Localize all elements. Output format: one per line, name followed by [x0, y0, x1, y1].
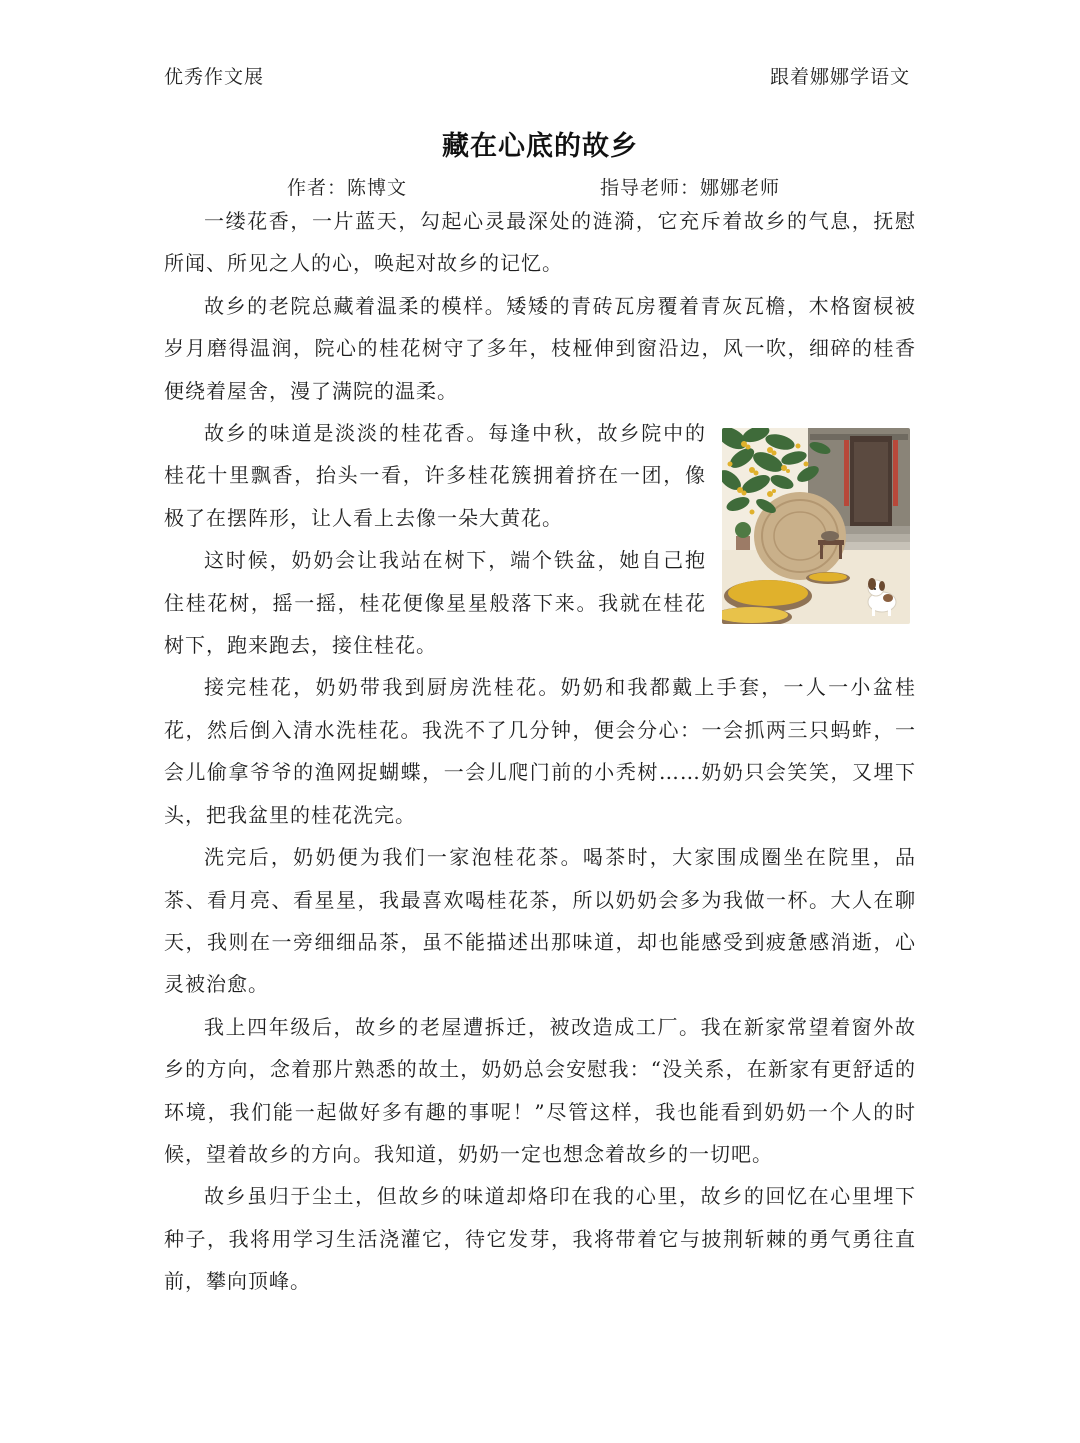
- essay-body: [164, 200, 916, 1303]
- paragraph-4: 这时候，奶奶会让我站在树下，端个铁盆，她自己抱住桂花树，摇一摇，桂花便像星星般落下来。我就在桂花树下，跑来跑去，接住桂花。: [164, 548, 706, 658]
- paragraph-2-text: 故乡的老院总藏着温柔的模样。矮矮的青砖瓦房覆着青灰瓦檐，木格窗棂被岁月磨得温润，院心的桂花树守了多年，枝桠伸到窗沿边，风一吹，细碎的桂香便绕着屋舍，漫了满院的温柔。: [164, 293, 916, 403]
- teacher-name: 娜娜老师: [700, 177, 781, 199]
- osmanthus-courtyard-illustration: [722, 428, 910, 624]
- paragraph-5: 接完桂花，奶奶带我到厨房洗桂花。奶奶和我都戴上手套，一人一小盆桂花，然后倒入清水洗桂花。我洗不了几分钟，便会分心：一会抓两三只蚂蚱，一会儿偷拿爷爷的渔网捉蝴蝶，一会儿爬门前的小秃树……奶奶只会笑笑，又埋下头，把我盆里的桂花洗完。: [164, 675, 916, 827]
- author-name: 陈博文: [347, 177, 408, 199]
- paragraph-7: 我上四年级后，故乡的老屋遭拆迁，被改造成工厂。我在新家常望着窗外故乡的方向，念着那片熟悉的故土，奶奶总会安慰我：“没关系，在新家有更舒适的环境，我们能一起做好多有趣的事呢！”尽管这样，我也能看到奶奶一个人的时候，望着故乡的方向。我知道，奶奶一定也想念着故乡的一切吧。: [164, 1014, 916, 1166]
- illustration-drawing: [722, 428, 910, 624]
- teacher-label: 指导老师：: [600, 177, 701, 199]
- paragraph-3: 故乡的味道是淡淡的桂花香。每逢中秋，故乡院中的桂花十里飘香，抬头一看，许多桂花簇拥着挤在一团，像极了在摆阵形，让人看上去像一朵大黄花。: [164, 421, 706, 530]
- header-column-name: 优秀作文展: [164, 66, 265, 88]
- paragraph-1: 一缕花香，一片蓝天，勾起心灵最深处的涟漪，它充斥着故乡的气息，抚慰所闻、所见之人的心，唤起对故乡的记忆。: [164, 209, 916, 276]
- paragraph-2: [164, 285, 916, 412]
- paragraph-8: 故乡虽归于尘土，但故乡的味道却烙印在我的心里，故乡的回忆在心里埋下种子，我将用学习生活浇灌它，待它发芽，我将带着它与披荆斩棘的勇气勇往直前，攀向顶峰。: [164, 1184, 916, 1294]
- teacher-line: [600, 173, 780, 200]
- paragraph-6: 洗完后，奶奶便为我们一家泡桂花茶。喝茶时，大家围成圈坐在院里，品茶、看月亮、看星星，我最喜欢喝桂花茶，所以奶奶会多为我做一杯。大人在聊天，我则在一旁细细品茶，虽不能描述出那味道，却也能感受到疲惫感消逝，心灵被治愈。: [164, 845, 916, 997]
- author-line: [287, 173, 407, 200]
- author-label: 作者：: [287, 177, 348, 199]
- header-account-name: 跟着娜娜学语文: [769, 66, 910, 88]
- essay-title: 藏在心底的故乡: [442, 131, 638, 162]
